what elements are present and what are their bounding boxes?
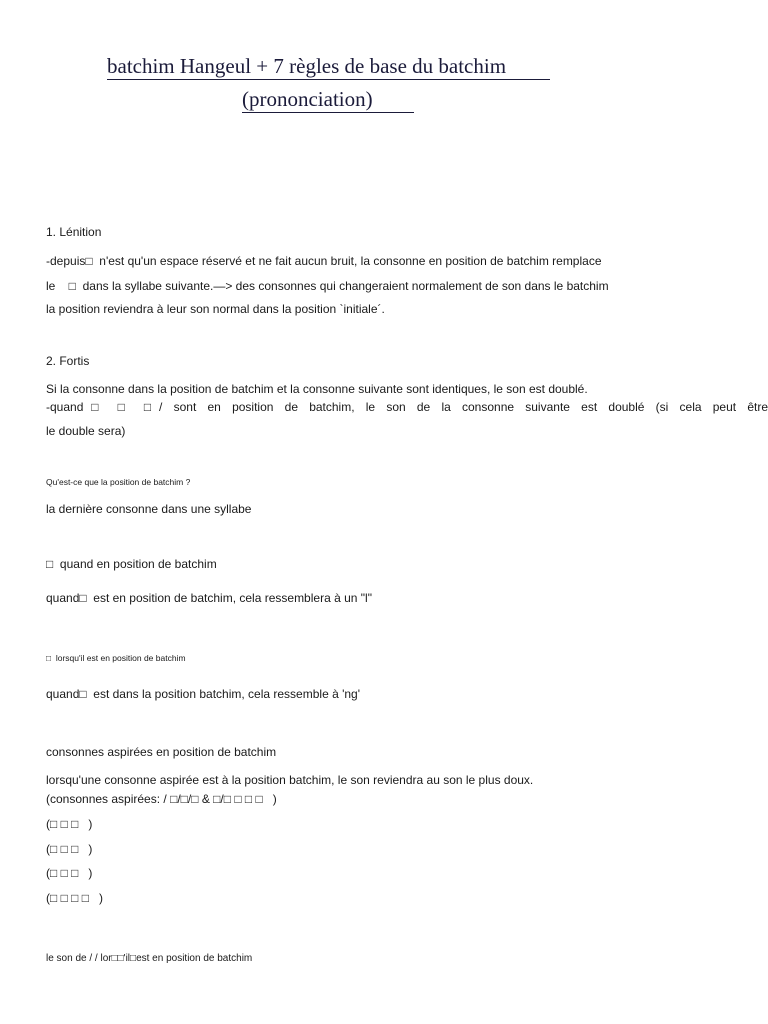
text-line-justified: -quand□ □ □/ sont en position de batchim, le son de la consonne suivante est doublé (si cela peut être [46,400,768,414]
text-line: (consonnes aspirées: / □/□/□ & □/□ □ □ □ ) [46,792,277,806]
text-line: Si la consonne dans la position de batchim et la consonne suivante sont identiques, le son est doublé. [46,382,588,396]
section-heading: □ quand en position de batchim [46,557,217,571]
section-heading-small: □ lorsqu'il est en position de batchim [46,653,186,663]
text-line: le son de / / lor□□'il□est en position de batchim [46,953,253,964]
text-line: quand□ est dans la position batchim, cela ressemble à 'ng' [46,687,361,701]
consonant-group: (□ □ □ □ ) [46,891,103,905]
text-line: le double sera) [46,424,126,438]
text-line: la position reviendra à leur son normal dans la position `initiale´. [46,302,385,316]
text-line: quand□ est en position de batchim, cela ressemblera à un "l" [46,591,372,605]
question-heading: Qu'est-ce que la position de batchim ? [46,477,191,487]
consonant-group: (□ □ □ ) [46,817,93,831]
document-subtitle: (prononciation) [242,89,414,113]
text-line: lorsqu'une consonne aspirée est à la position batchim, le son reviendra au son le plus doux. [46,773,534,787]
section-heading-lenition: 1. Lénition [46,225,102,239]
section-heading-aspirated: consonnes aspirées en position de batchim [46,745,277,759]
consonant-group: (□ □ □ ) [46,842,93,856]
consonant-group: (□ □ □ ) [46,866,93,880]
text-line: le □ dans la syllabe suivante.—> des consonnes qui changeraient normalement de son dans le batchim [46,279,609,293]
text-line: -depuis□ n'est qu'un espace réservé et ne fait aucun bruit, la consonne en position de batchim remplace [46,254,602,268]
section-heading-fortis: 2. Fortis [46,354,90,368]
document-title: batchim Hangeul + 7 règles de base du batchim [107,56,550,80]
text-line: la dernière consonne dans une syllabe [46,502,252,516]
